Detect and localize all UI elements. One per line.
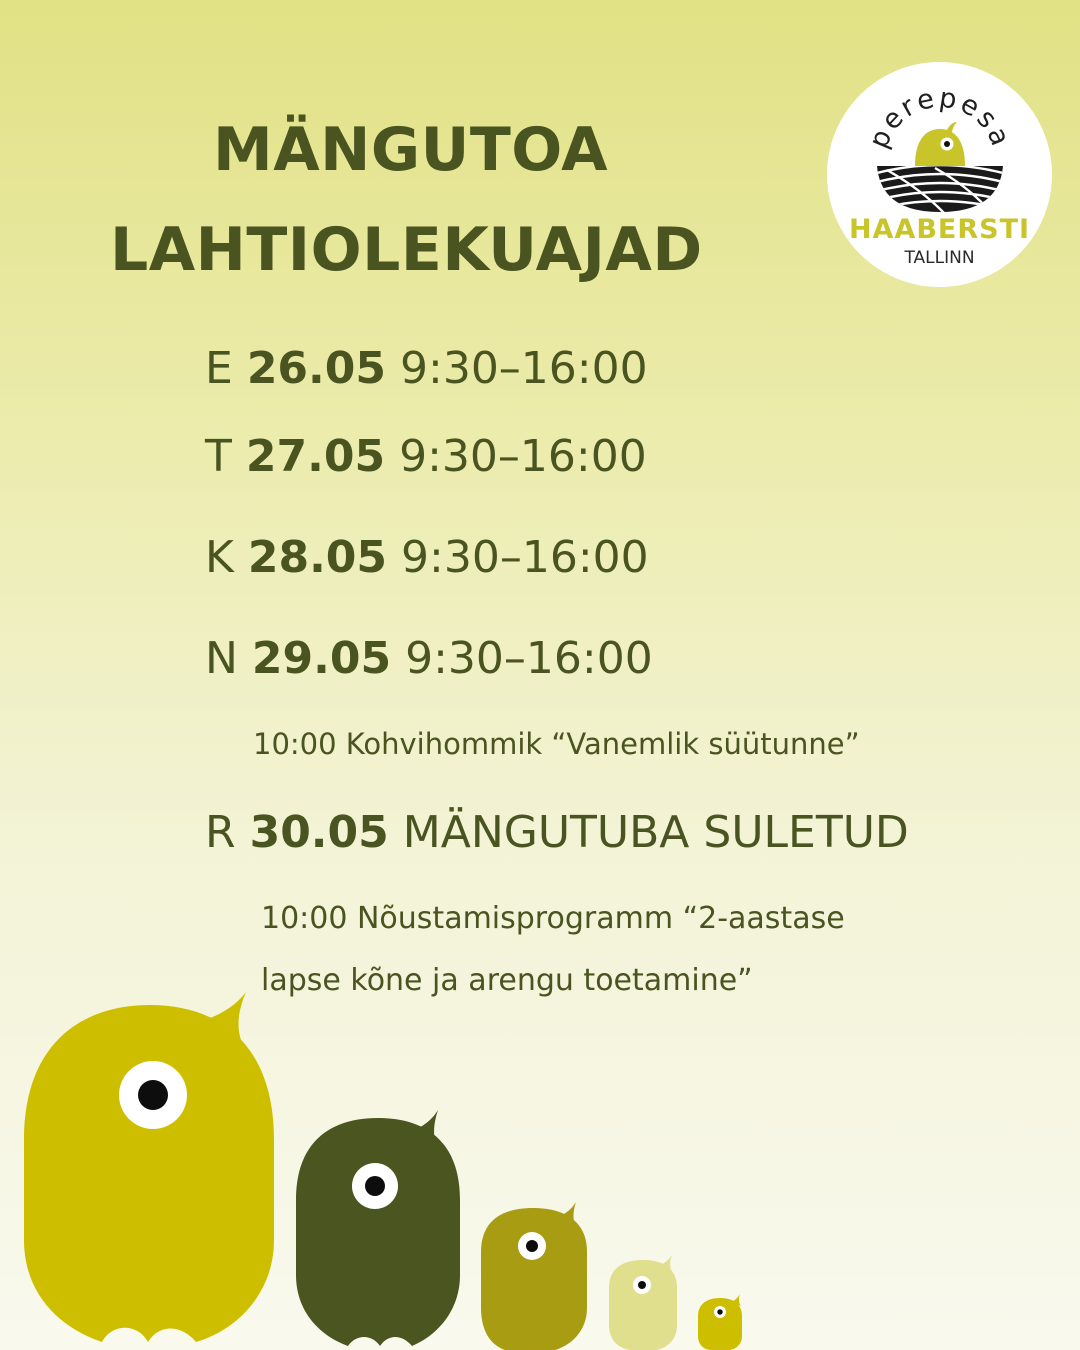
day-date: 29.05: [251, 633, 392, 684]
bird-icon: [24, 992, 274, 1342]
day-letter: K: [205, 532, 234, 583]
logo-name: HAABERSTI: [848, 214, 1031, 245]
schedule-row-wednesday: [205, 532, 649, 583]
day-letter: R: [205, 807, 236, 858]
page-title-line-2: LAHTIOLEKUAJAD: [110, 215, 703, 285]
day-date: 27.05: [245, 431, 386, 482]
day-letter: N: [205, 633, 238, 684]
day-status: MÄNGUTUBA SULETUD: [402, 807, 909, 858]
day-hours: 9:30–16:00: [401, 532, 649, 583]
day-date: 30.05: [249, 807, 389, 858]
day-hours: 9:30–16:00: [400, 343, 648, 394]
page-title-line-1: MÄNGUTOA: [213, 115, 609, 185]
schedule-row-tuesday: [205, 431, 647, 482]
schedule-row-friday: [205, 807, 909, 858]
bird-icon: [609, 1255, 677, 1350]
day-date: 26.05: [246, 343, 386, 394]
bird-illustration: [0, 990, 1080, 1350]
bird-icon: [296, 1110, 460, 1346]
bird-icon: [698, 1294, 742, 1350]
event-thursday: 10:00 Kohvihommik “Vanemlik süütunne”: [253, 727, 860, 761]
schedule-row-thursday: [205, 633, 653, 684]
logo-arc-text: perepesa: [863, 82, 1017, 153]
day-date: 28.05: [247, 532, 388, 583]
logo-city: TALLINN: [904, 248, 975, 268]
event-friday-line-2: lapse kõne ja arengu toetamine”: [261, 963, 753, 998]
day-letter: T: [205, 431, 232, 482]
perepesa-logo: [827, 62, 1052, 287]
bird-icon: [481, 1202, 587, 1350]
day-letter: E: [205, 343, 233, 394]
day-hours: 9:30–16:00: [405, 633, 653, 684]
day-hours: 9:30–16:00: [399, 431, 647, 482]
schedule-row-monday: [205, 343, 648, 394]
event-friday-line-1: 10:00 Nõustamisprogramm “2-aastase: [261, 901, 845, 936]
